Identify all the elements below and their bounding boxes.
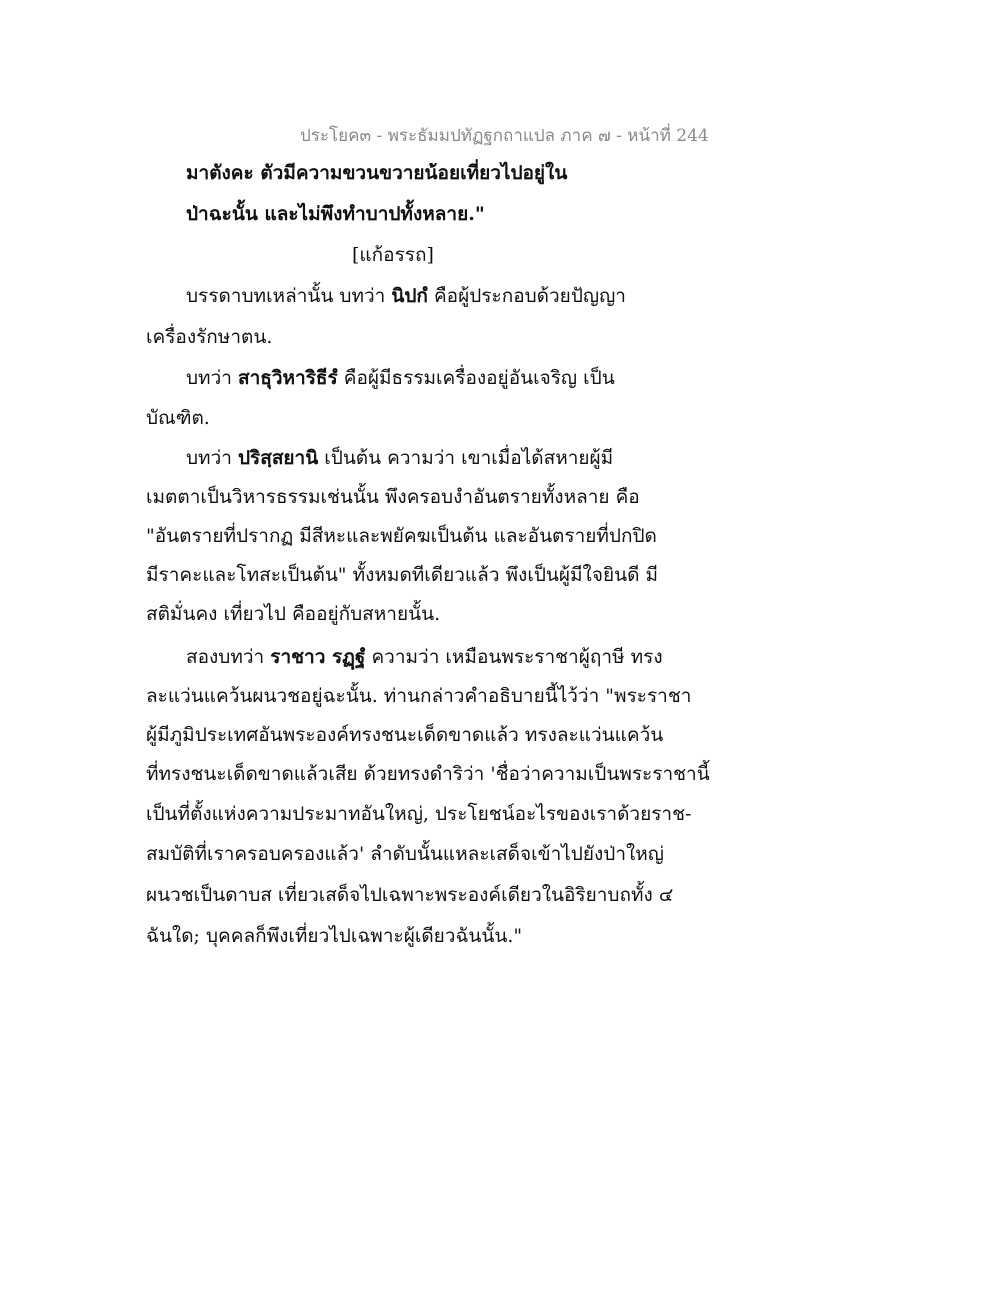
- text-span: เป็นต้น ความว่า เขาเมื่อได้สหายผู้มี: [318, 447, 614, 469]
- paragraph-line: [186, 642, 663, 672]
- paragraph-line: [186, 363, 615, 393]
- paragraph-line: [186, 281, 626, 311]
- paragraph-line: [186, 443, 613, 473]
- text-span: ความว่า เหมือนพระราชาผู้ฤาษี ทรง: [365, 646, 663, 668]
- text-span: บรรดาบทเหล่านั้น บทว่า: [186, 285, 392, 307]
- pali-term: สาธุวิหาริธีรํ: [237, 367, 338, 389]
- pali-term: นิปกํ: [391, 285, 428, 307]
- paragraph-line: มีราคะและโทสะเป็นต้น" ทั้งหมดทีเดียวแล้ว พึงเป็นผู้มีใจยินดี มี: [146, 564, 658, 586]
- text-span: บทว่า: [186, 367, 238, 389]
- pali-term: ราชาว รฏฺฐํ: [270, 646, 366, 668]
- paragraph-line: สมบัติที่เราครอบครองแล้ว' ลำดับนั้นแหละเสด็จเข้าไปยังป่าใหญ่: [146, 843, 664, 865]
- paragraph-line: ผู้มีภูมิประเทศอันพระองค์ทรงชนะเด็ดขาดแล้ว ทรงละแว่นแคว้น: [146, 724, 664, 746]
- text-span: บทว่า: [186, 447, 238, 469]
- text-span: คือผู้มีธรรมเครื่องอยู่อันเจริญ เป็น: [337, 367, 615, 389]
- paragraph-line: เป็นที่ตั้งแห่งความประมาทอันใหญ่, ประโยชน์อะไรของเราด้วยราช-: [146, 803, 692, 825]
- text-span: สองบทว่า: [186, 646, 271, 668]
- text-span: คือผู้ประกอบด้วยปัญญา: [427, 285, 626, 307]
- paragraph-line: เมตตาเป็นวิหารธรรมเช่นนั้น พึงครอบงำอันตรายทั้งหลาย คือ: [146, 486, 640, 508]
- paragraph-line: "อันตรายที่ปรากฏ มีสีหะและพยัคฆเป็นต้น และอันตรายที่ปกปิด: [146, 525, 657, 547]
- verse-line: มาตังคะ ตัวมีความขวนขวายน้อยเที่ยวไปอยู่ใน: [186, 162, 568, 184]
- paragraph-line: ผนวชเป็นดาบส เที่ยวเสด็จไปเฉพาะพระองค์เดียวในอิริยาบถทั้ง ๔: [146, 884, 674, 906]
- paragraph-line: เครื่องรักษาตน.: [146, 326, 273, 348]
- verse-line: ป่าฉะนั้น และไม่พึงทำบาปทั้งหลาย.": [186, 203, 485, 225]
- paragraph-line: สติมั่นคง เที่ยวไป คืออยู่กับสหายนั้น.: [146, 603, 441, 625]
- pali-term: ปริสฺสยานิ: [237, 447, 319, 469]
- paragraph-line: ที่ทรงชนะเด็ดขาดแล้วเสีย ด้วยทรงดำริว่า 'ชื่อว่าความเป็นพระราชานี้: [146, 763, 710, 785]
- paragraph-line: ละแว่นแคว้นผนวชอยู่ฉะนั้น. ท่านกล่าวคำอธิบายนี้ไว้ว่า "พระราชา: [146, 685, 692, 707]
- running-header: ประโยค๓ - พระธัมมปทัฏฐกถาแปล ภาค ๗ - หน้าที่ 244: [300, 126, 709, 146]
- paragraph-line: ฉันใด; บุคคลก็พึงเที่ยวไปเฉพาะผู้เดียวฉันนั้น.": [146, 925, 523, 947]
- section-title: [แก้อรรถ]: [352, 244, 434, 266]
- paragraph-line: บัณฑิต.: [146, 407, 210, 429]
